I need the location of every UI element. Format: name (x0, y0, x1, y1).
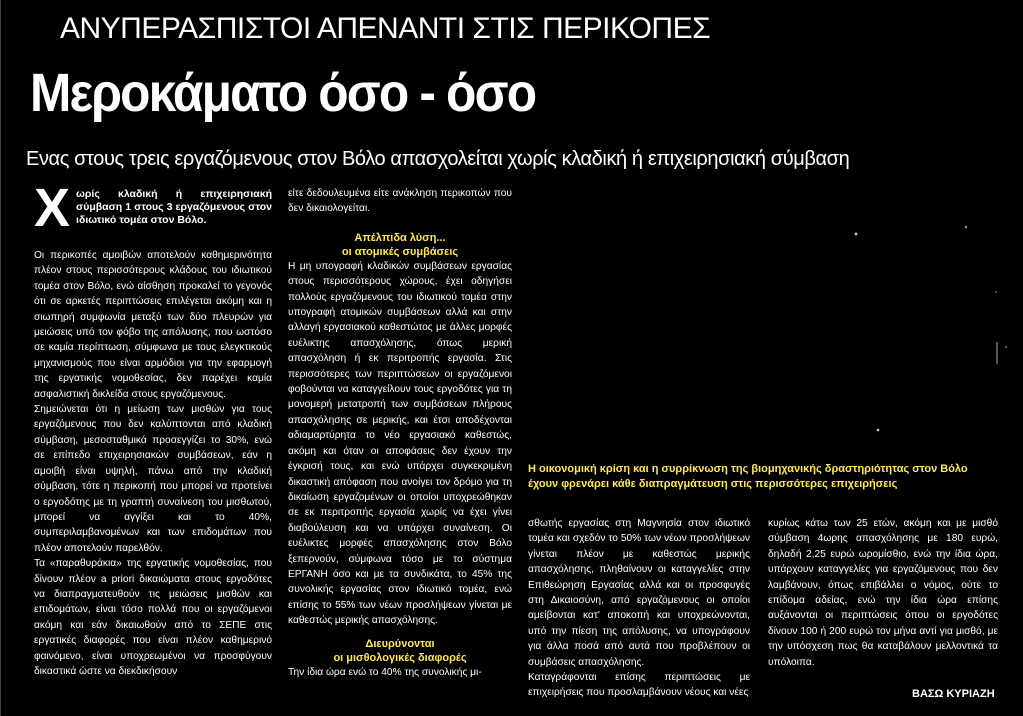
body-paragraph: Καταγράφονται επίσης περιπτώσεις με επιχειρήσεις που προσλαμβάνουν νέους και νέες (528, 672, 750, 699)
article-photo (526, 182, 1023, 452)
subheading: οι μισθολογικές διαφορές (333, 651, 467, 664)
column-3 (528, 516, 750, 701)
author-byline: ΒΑΣΩ ΚΥΡΙΑΖΗ (912, 688, 995, 700)
lead-paragraph: ωρίς κλαδική ή επιχειρησιακή σύμβαση 1 στους 3 εργαζόμενους στον ιδιωτικό τομέα στον Βόλο. (76, 188, 272, 226)
article-subtitle: Ενας στους τρεις εργαζόμενους στον Βόλο απασχολείται χωρίς κλαδική ή επιχειρησιακή σύμβαση (26, 148, 850, 170)
column-1 (34, 178, 272, 679)
article-title: Μεροκάματο όσο - όσο (30, 63, 536, 123)
subheading: Διευρύνονται (365, 637, 435, 650)
body-paragraph: Οι περικοπές αμοιβών αποτελούν καθημερινότητα πλέον στους περισσότερους κλάδους του ιδιωτικού τομέα στον Βόλο, ενώ αίσθηση προκαλεί το γεγονός ότι σε αρκετές περιπτώσεις επιλέγεται ακόμη και η σιωπηρή συμφωνία μεταξύ των δύο πλευρών για μειώσεις υπό τον φόβο της απόλυσης, που ωστόσο σε καμία περίπτωση, σύμφωνα με τους ελεγκτικούς μηχανισμούς που είναι αρμόδιοι για την εφαρμογή της εργατικής νομοθεσίας, δεν παρέχει καμία ασφαλιστική δικλείδα στους εργαζόμενους. (34, 250, 272, 400)
body-paragraph: σθωτής εργασίας στη Μαγνησία στον ιδιωτικό τομέα και σχεδόν το 50% των νέων προσλήψεων γίνεται πλέον με καθεστώς μερικής απασχόλησης, πληθαίνουν οι καταγγελίες στην Επιθεώρηση Εργασίας αλλά και οι προσφυγές στη Δικαιοσύνη, από εργαζόμενους οι οποίοι αμείβονται κατ' αποκοπή και υποχρεώνονται, υπό την πίεση της απόλυσης, να υπογράφουν για άλλα ποσά από αυτά που προβλέπουν οι συμβάσεις απασχόλησης. (528, 518, 750, 668)
photo-dark-scene (526, 182, 1023, 452)
photo-caption: Η οικονομική κρίση και η συρρίκνωση της βιομηχανικής δραστηριότητας στον Βόλο έχουν φρενάρει κάθε διαπραγμάτευση στις περισσότερες επιχειρήσεις (528, 463, 968, 490)
left-page-edge (0, 0, 1, 716)
drop-cap: Χ (34, 178, 71, 238)
lead-block (34, 178, 272, 240)
article-kicker: ΑΝΥΠΕΡΑΣΠΙΣΤΟΙ ΑΠΕΝΑΝΤΙ ΣΤΙΣ ΠΕΡΙΚΟΠΕΣ (60, 12, 711, 45)
subheading: οι ατομικές συμβάσεις (341, 245, 459, 258)
body-paragraph: Τα «παραθυράκια» της εργατικής νομοθεσίας, που δίνουν πλέον a priori δικαιώματα στους εργοδότες να διαπραγματευθούν τις μειώσεις μισθών και επιδομάτων, είναι τόσο πολλά που οι εργαζόμενοι ακόμη και εάν δικαιωθούν από το ΣΕΠΕ στις εργατικές διαφορές που είναι πλέον καθημερινό φαινόμενο, είναι υποχρεωμένοι να προσφύγουν δικαστικά ώστε να διεκδικήσουν (34, 558, 272, 677)
body-paragraph: Την ίδια ώρα ενώ το 40% της συνολικής μι- (288, 666, 482, 678)
body-paragraph: Η μη υπογραφή κλαδικών συμβάσεων εργασίας στους περισσότερους χώρους, έχει οδηγήσει πολλούς εργαζόμενους του ιδιωτικού τομέα στην υπογραφή ατομικών συμβάσεων αλλά και στην αλλαγή εργασιακού καθεστώτος με άλλες μορφές ευέλικτης απασχόλησης, όπως μερική απασχόληση ή εκ περιτροπής εργασία. Στις περισσότερες των περιπτώσεων οι εργαζόμενοι φοβούνται να καταγγείλουν τους εργοδότες για τη μονομερή μετατροπή των συμβάσεων πλήρους απασχόλησης σε μερικής, και έτσι αποδέχονται αδιαμαρτύρητα το νέο εργασιακό καθεστώς, ακόμη και όταν οι αποφάσεις δεν έχουν την έγκρισή τους, και ενώ υπάρχει συγκεκριμένη δικαστική απόφαση που ανοίγει τον δρόμο για τη δικαίωση εργαζομένων οι οποίοι υποχρεώθηκαν σε εκ περιτροπής εργασία χωρίς να έχει γίνει διαβούλευση και να υπάρχει συναίνεση. Οι ευέλικτες μορφές απασχόλησης στον Βόλο ξεπερνούν, σύμφωνα τόσο με το σύστημα ΕΡΓΑΝΗ όσο και με τα συνδικάτα, το 45% της συνολικής εργασίας στον ιδιωτικό τομέα, ενώ επίσης το 55% των νέων προσλήψεων γίνεται με καθεστώς μερικής απασχόλησης. (288, 260, 512, 627)
body-paragraph: κυρίως κάτω των 25 ετών, ακόμη και με μισθό σύμβαση 4ωρης απασχόλησης με 180 ευρώ, δηλαδή 2,25 ευρώ ωρομίσθιο, ενώ την ίδια ώρα, υπάρχουν καταγγελίες για εργαζόμενους που δεν λαμβάνουν, όπως επιβάλλει ο νόμος, ούτε το επίδομα αδείας, ενώ την ίδια ώρα επίσης αυξάνονται οι περιπτώσεις όπου οι εργοδότες δίνουν 100 ή 200 ευρώ τον μήνα αντί για μισθό, με την υπόσχεση πως θα καταβάλουν μελλοντικά τα υπόλοιπα. (768, 518, 998, 668)
subheading: Απέλπιδα λύση... (354, 231, 446, 244)
body-paragraph: Σημειώνεται ότι η μείωση των μισθών για τους εργαζόμενους που δεν καλύπτονται από κλαδική σύμβαση, μεσοσταθμικά προσεγγίζει το 30%, ενώ σε επίπεδο επιχειρησιακών συμβάσεων, εάν η αμοιβή είναι υψηλή, πάνω από την κλαδική σύμβαση, τότε η περικοπή που μπορεί να προτείνει ο εργοδότης με τη γραπτή συναίνεση του μισθωτού, μπορεί να αγγίξει και το 40%, συμπεριλαμβανομένων και των επιδομάτων που πλέον αποτελούν παρελθόν. (34, 404, 272, 554)
body-paragraph: είτε δεδουλευμένα είτε ανάκληση περικοπών που δεν δικαιολογείται. (288, 188, 512, 215)
column-2 (288, 186, 512, 680)
column-4 (768, 516, 998, 670)
